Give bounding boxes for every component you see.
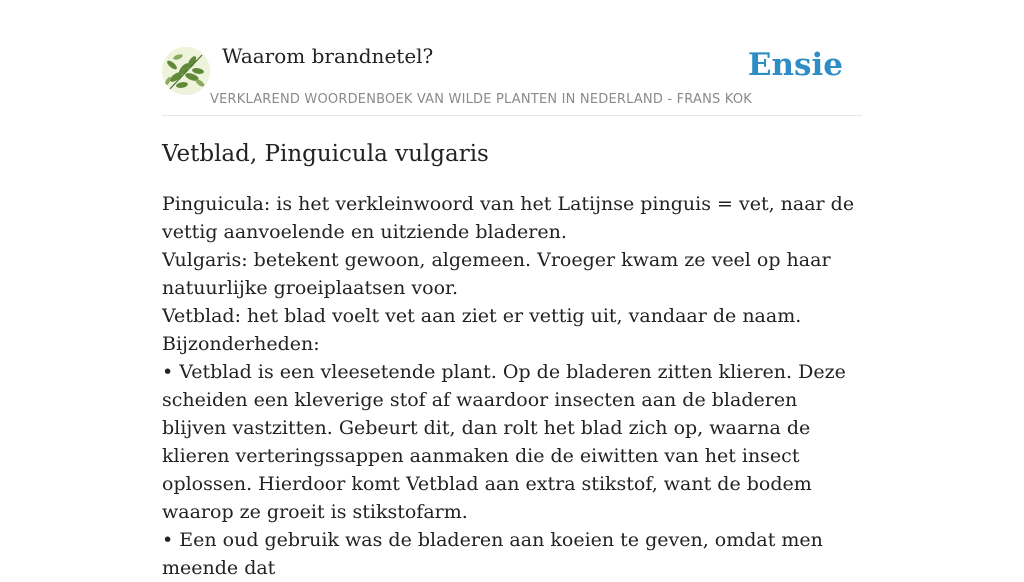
brand-logo[interactable]: Ensie [747, 47, 843, 83]
site-header [162, 0, 862, 116]
paragraph-vulgaris: Vulgaris: betekent gewoon, algemeen. Vroeger kwam ze veel op haar natuurlijke groeiplaatsen voor. [162, 249, 831, 299]
page-title: Vetblad, Pinguicula vulgaris [162, 141, 489, 167]
site-subtitle: VERKLAREND WOORDENBOEK VAN WILDE PLANTEN IN NEDERLAND - FRANS KOK [210, 92, 752, 107]
article-body [162, 190, 862, 582]
paragraph-bullet-1: • Vetblad is een vleesetende plant. Op de bladeren zitten klieren. Deze scheiden een kleverige stof af waardoor insecten aan de bladeren blijven vastzitten. Gebeurt dit, dan rolt het blad zich op, waarna de klieren verteringssappen aanmaken die de eiwitten van het insect oplossen. Hierdoor komt Vetblad aan extra stikstof, want de bodem waarop ze groeit is stikstofarm. [162, 361, 846, 523]
paragraph-pinguicula: Pinguicula: is het verkleinwoord van het Latijnse pinguis = vet, naar de vettig aanvoelende en uitziende bladeren. [162, 193, 855, 243]
paragraph-bijzonderheden-heading: Bijzonderheden: [162, 333, 320, 355]
paragraph-bullet-2: • Een oud gebruik was de bladeren aan koeien te geven, omdat men meende dat [162, 529, 823, 579]
leaf-illustration-icon[interactable] [162, 47, 210, 95]
article [162, 138, 862, 582]
site-title[interactable]: Waarom brandnetel? [222, 44, 434, 68]
paragraph-vetblad: Vetblad: het blad voelt vet aan ziet er vettig uit, vandaar de naam. [162, 305, 802, 327]
